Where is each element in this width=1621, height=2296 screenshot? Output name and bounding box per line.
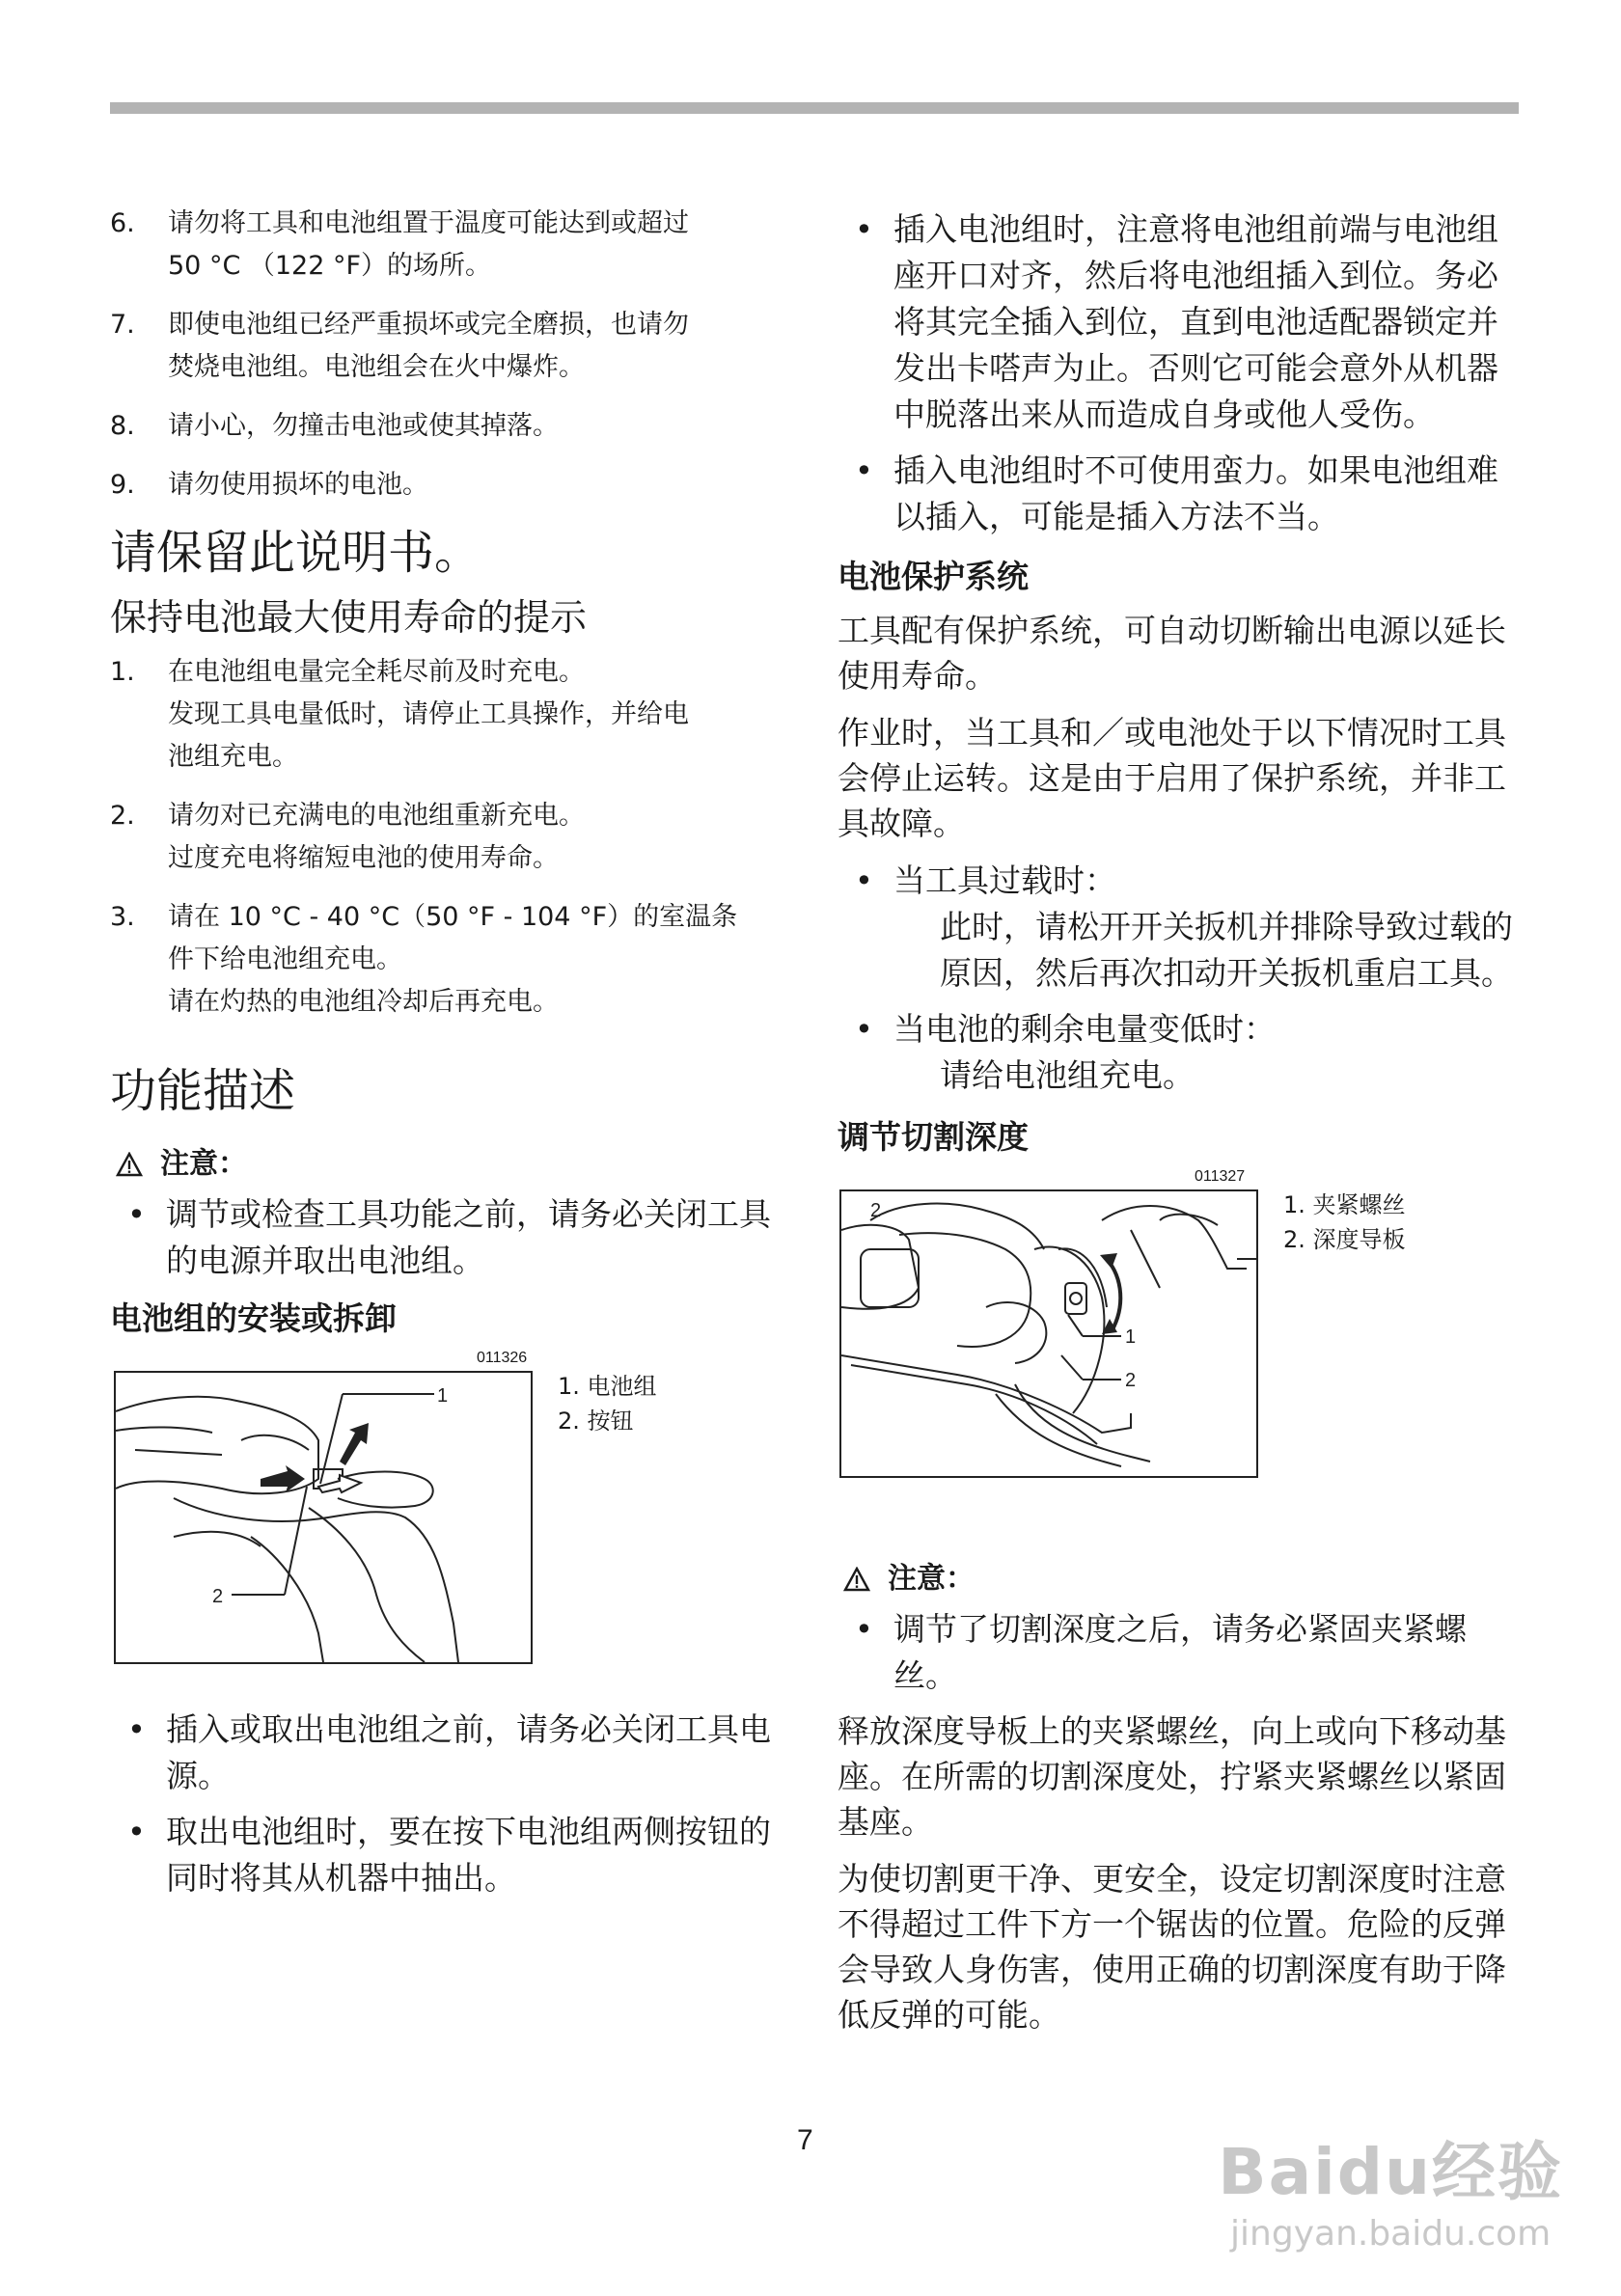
list-item: 7. 即使电池组已经严重损坏或完全磨损，也请勿 焚烧电池组。电池组会在火中爆炸。 bbox=[110, 310, 689, 382]
list-item: 9. 请勿使用损坏的电池。 bbox=[110, 470, 428, 500]
figure-battery-install bbox=[110, 1350, 795, 1668]
protection-conditions bbox=[838, 858, 1519, 1099]
callout-2: 2 bbox=[212, 1586, 224, 1607]
figure-cutting-depth bbox=[838, 1168, 1519, 1535]
svg-text:2: 2 bbox=[870, 1200, 882, 1221]
list-item: 8. 请小心，勿撞击电池或使其掉落。 bbox=[110, 411, 559, 441]
figure-legend: 1. 电池组 2. 按钮 bbox=[558, 1373, 657, 1435]
list-item: • 插入电池组时不可使用蛮力。如果电池组难以插入，可能是插入方法不当。 bbox=[838, 448, 1519, 540]
battery-tips-heading: 保持电池最大使用寿命的提示 bbox=[110, 596, 588, 639]
list-item: 3. 请在 10 °C - 40 °C（50 °F - 104 °F）的室温条 件下给电池组充电。 请在灼热的电池组冷却后再充电。 bbox=[110, 902, 738, 1017]
battery-safety-list bbox=[110, 203, 795, 506]
watermark-logo: Baidu经验 bbox=[1218, 2135, 1563, 2209]
figure-code: 011327 bbox=[1195, 1168, 1246, 1185]
save-instructions-heading: 请保留此说明书。 bbox=[110, 526, 481, 580]
cutting-depth-heading: 调节切割深度 bbox=[838, 1118, 1029, 1156]
caution-bullets bbox=[110, 1191, 795, 1284]
list-item: 2. 请勿对已充满电的电池组重新充电。 过度充电将缩短电池的使用寿命。 bbox=[110, 801, 585, 873]
cutting-depth-drawing bbox=[841, 1191, 1256, 1476]
figure-code: 011326 bbox=[477, 1350, 528, 1366]
caution-label: 注意： bbox=[838, 1556, 1519, 1602]
battery-install-illustration bbox=[114, 1371, 533, 1664]
protection-paragraph: 作业时，当工具和／或电池处于以下情况时工具会停止运转。这是由于启用了保护系统，并非工具故障。 bbox=[838, 714, 1506, 842]
battery-tips-list bbox=[110, 651, 795, 1024]
right-column bbox=[838, 203, 1519, 2049]
list-item: • 插入或取出电池组之前，请务必关闭工具电源。 bbox=[110, 1707, 795, 1799]
battery-install-drawing bbox=[116, 1373, 531, 1662]
install-bullets bbox=[110, 1707, 795, 1901]
protection-system-heading: 电池保护系统 bbox=[838, 558, 1029, 595]
list-item: • 取出电池组时，要在按下电池组两侧按钮的同时将其从机器中抽出。 bbox=[110, 1809, 795, 1901]
watermark bbox=[1218, 2120, 1563, 2254]
battery-install-heading: 电池组的安装或拆卸 bbox=[110, 1299, 397, 1337]
watermark-url: jingyan.baidu.com bbox=[1230, 2214, 1552, 2254]
warning-triangle-icon bbox=[116, 1152, 143, 1177]
callout-2: 2 bbox=[1125, 1370, 1137, 1391]
cutting-depth-illustration bbox=[839, 1189, 1258, 1478]
page-number: 7 bbox=[797, 2124, 813, 2156]
caution-bullets bbox=[838, 1606, 1519, 1699]
figure-legend: 1. 夹紧螺丝 2. 深度导板 bbox=[1283, 1191, 1406, 1253]
function-description-heading: 功能描述 bbox=[110, 1064, 296, 1118]
insert-bullets bbox=[838, 206, 1519, 540]
depth-paragraph: 释放深度导板上的夹紧螺丝，向上或向下移动基座。在所需的切割深度处，拧紧夹紧螺丝以紧固基座。 bbox=[838, 1712, 1506, 1841]
caution-label: 注意： bbox=[110, 1141, 795, 1188]
left-column bbox=[110, 203, 795, 1911]
list-item: 1. 在电池组电量完全耗尽前及时充电。 发现工具电量低时，请停止工具操作，并给电 池组充电。 bbox=[110, 657, 689, 772]
top-rule bbox=[110, 102, 1519, 114]
callout-1: 1 bbox=[1125, 1326, 1137, 1348]
warning-triangle-icon bbox=[843, 1567, 870, 1592]
depth-paragraph: 为使切割更干净、更安全，设定切割深度时注意不得超过工件下方一个锯齿的位置。危险的反弹会导致人身伤害，使用正确的切割深度有助于降低反弹的可能。 bbox=[838, 1860, 1506, 2034]
list-item: • 当工具过载时： 此时，请松开开关扳机并排除导致过载的原因，然后再次扣动开关扳机重启工具。 bbox=[838, 858, 1519, 997]
list-item: • 调节了切割深度之后，请务必紧固夹紧螺丝。 bbox=[838, 1606, 1519, 1699]
callout-1: 1 bbox=[437, 1385, 449, 1407]
list-item: • 当电池的剩余电量变低时： 请给电池组充电。 bbox=[838, 1006, 1519, 1099]
protection-paragraph: 工具配有保护系统，可自动切断输出电源以延长使用寿命。 bbox=[838, 612, 1506, 695]
list-item: • 插入电池组时，注意将电池组前端与电池组座开口对齐，然后将电池组插入到位。务必将其完全插入到位，直到电池适配器锁定并发出卡嗒声为止。否则它可能会意外从机器中脱落出来从而造成自身或他人受伤。 bbox=[838, 206, 1519, 438]
list-item: 6. 请勿将工具和电池组置于温度可能达到或超过 50 °C （122 °F）的场所。 bbox=[110, 208, 689, 281]
list-item: • 调节或检查工具功能之前，请务必关闭工具的电源并取出电池组。 bbox=[110, 1191, 795, 1284]
